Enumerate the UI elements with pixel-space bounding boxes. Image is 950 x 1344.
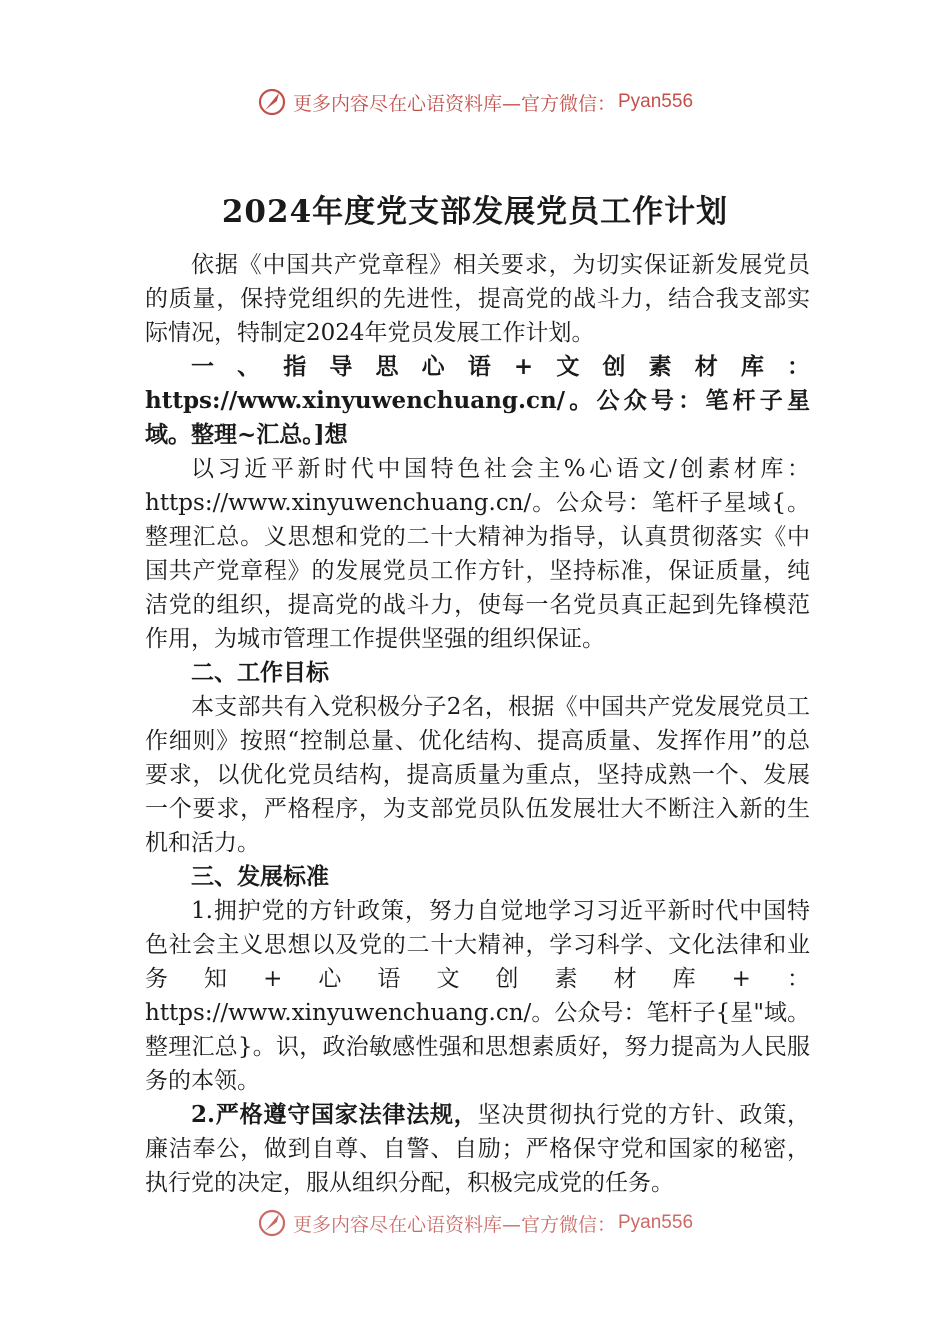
- section-heading-standards: 三、发展标准: [191, 863, 329, 890]
- standard-item-2-lead: 2.严格遵守国家法律法规，: [191, 1101, 478, 1128]
- standard-item-2-text: 坚决贯彻执行党的方针、政策，廉洁奉公，做到自尊、自警、自励；严格保守党和国家的秘密，执行党的决定，服从组织分配，积极完成党的任务。: [145, 1102, 811, 1196]
- footer-watermark: [0, 1203, 950, 1243]
- page-content-area: [0, 248, 950, 1216]
- guiding-thought-paragraph: 以习近平新时代中国特色社会主%心语文/创素材库：https://www.xinyuwenchuang.cn/。公众号：笔杆子星域{。整理汇总。义思想和党的二十大精神为指导，认真贯彻落实《中国共产党章程》的发展党员工作方针，坚持标准，保证质量，纯洁党的组织，提高党的战斗力，使每一名党员真正起到先锋模范作用，为城市管理工作提供坚强的组织保证。: [145, 456, 810, 652]
- document-body: [145, 248, 810, 1200]
- work-goals-paragraph: 本支部共有入党积极分子2名，根据《中国共产党发展党员工作细则》按照“控制总量、优化结构、提高质量、发挥作用”的总要求，以优化党员结构，提高质量为重点，坚持成熟一个、发展一个要求，严格程序，为支部党员队伍发展壮大不断注入新的生机和活力。: [145, 694, 810, 856]
- page-title: 2024年度党支部发展党员工作计划: [221, 194, 729, 230]
- quill-circle-icon: [257, 1208, 287, 1238]
- footer-watermark-text: 更多内容尽在心语资料库—官方微信：: [292, 1213, 616, 1236]
- section-heading-work-goals: 二、工作目标: [191, 659, 329, 686]
- watermark-text: 更多内容尽在心语资料库—官方微信：: [292, 92, 616, 115]
- standard-item-1: 1.拥护党的方针政策，努力自觉地学习习近平新时代中国特色社会主义思想以及党的二十大精神，学习科学、文化法律和业务知+心语文创素材库+：https://www.xinyuwenchuang.cn/。公众号：笔杆子{星"域。整理汇总}。识，政治敏感性强和思想素质好，努力提高为人民服务的本领。: [145, 898, 810, 1094]
- section-heading-guiding-thought: 一、指导思心语+文创素材库：https://www.xinyuwenchuang.cn/。公众号：笔杆子星域。整理~汇总。]想: [145, 353, 810, 448]
- quill-circle-icon: [257, 87, 287, 117]
- header-watermark: [0, 82, 950, 122]
- intro-paragraph: 依据《中国共产党章程》相关要求，为切实保证新发展党员的质量，保持党组织的先进性，提高党的战斗力，结合我支部实际情况，特制定2024年党员发展工作计划。: [145, 252, 810, 346]
- footer-watermark-id: Pyan556: [618, 1212, 694, 1233]
- standard-item-2: [145, 1098, 810, 1200]
- watermark-id: Pyan556: [618, 91, 694, 112]
